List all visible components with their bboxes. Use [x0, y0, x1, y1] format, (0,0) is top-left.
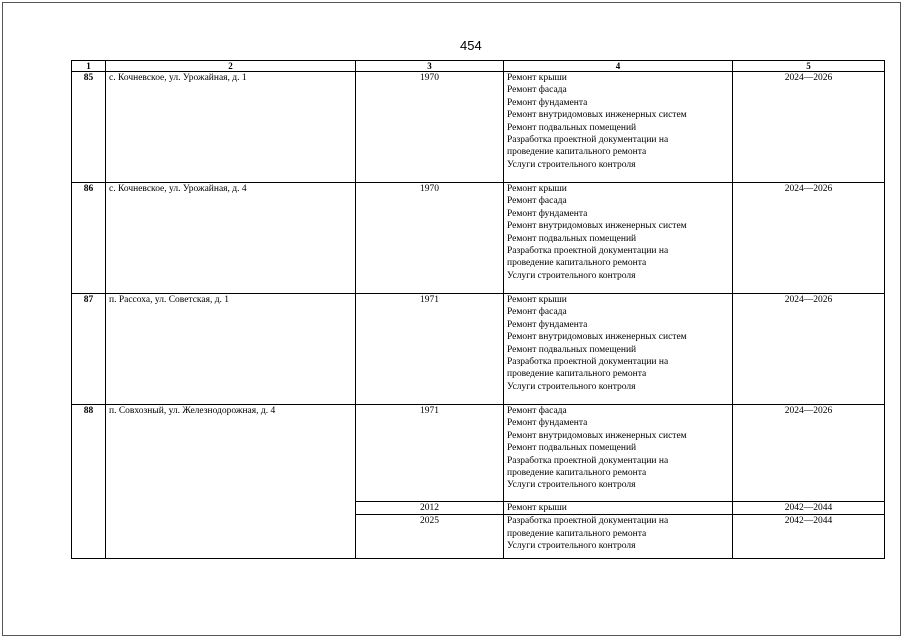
works-cell	[504, 72, 733, 183]
row-number: 85	[72, 72, 106, 183]
column-header: 4	[504, 61, 733, 72]
works-cell	[504, 515, 733, 559]
work-item: Услуги строительного контроля	[507, 381, 636, 392]
period-cell: 2024—2026	[733, 72, 885, 183]
table-row	[72, 72, 885, 183]
work-item: Ремонт подвальных помещений	[507, 344, 637, 355]
work-item: Ремонт крыши	[507, 295, 567, 305]
address-cell: п. Рассоха, ул. Советская, д. 1	[106, 294, 356, 405]
work-item: Ремонт внутридомовых инженерных систем	[507, 430, 687, 441]
work-item: проведение капитального ремонта	[507, 258, 647, 269]
period-cell: 2024—2026	[733, 405, 885, 502]
work-item: Ремонт внутридомовых инженерных систем	[507, 332, 687, 343]
work-item: проведение капитального ремонта	[507, 468, 647, 479]
page-number: 454	[460, 38, 482, 53]
work-item: Разработка проектной документации на	[507, 516, 669, 527]
column-header: 2	[106, 61, 356, 72]
work-item: Ремонт фундамента	[507, 208, 588, 219]
table-row	[72, 183, 885, 294]
row-number: 87	[72, 294, 106, 405]
work-item: Ремонт подвальных помещений	[507, 122, 637, 133]
work-item: Ремонт фундамента	[507, 418, 588, 429]
work-item: Услуги строительного контроля	[507, 480, 636, 491]
work-item: Услуги строительного контроля	[507, 541, 636, 552]
work-item: Ремонт крыши	[507, 184, 567, 194]
row-number: 88	[72, 405, 106, 559]
work-item: Ремонт подвальных помещений	[507, 443, 637, 454]
works-cell	[504, 405, 733, 502]
period-cell: 2024—2026	[733, 294, 885, 405]
period-cell: 2042—2044	[733, 515, 885, 559]
works-cell	[504, 183, 733, 294]
work-item: Разработка проектной документации на	[507, 357, 669, 368]
work-item: Ремонт фундамента	[507, 97, 588, 108]
work-item: Ремонт внутридомовых инженерных систем	[507, 221, 687, 232]
year-cell: 1970	[356, 72, 504, 183]
work-item: проведение капитального ремонта	[507, 147, 647, 158]
work-item: Услуги строительного контроля	[507, 270, 636, 281]
year-cell: 2025	[356, 515, 504, 559]
work-item: Услуги строительного контроля	[507, 159, 636, 170]
repair-schedule-table	[71, 60, 885, 559]
work-item: Ремонт фасада	[507, 196, 567, 207]
work-item: Ремонт крыши	[507, 503, 567, 513]
column-header: 5	[733, 61, 885, 72]
work-item: Ремонт фасада	[507, 406, 567, 416]
year-cell: 1971	[356, 294, 504, 405]
work-item: Разработка проектной документации на	[507, 455, 669, 466]
work-item: Разработка проектной документации на	[507, 135, 669, 146]
header-row	[72, 61, 885, 72]
address-cell: п. Совхозный, ул. Железнодорожная, д. 4	[106, 405, 356, 559]
year-cell: 1971	[356, 405, 504, 502]
work-item: Ремонт фундамента	[507, 319, 588, 330]
work-item: Ремонт внутридомовых инженерных систем	[507, 110, 687, 121]
work-item: Ремонт крыши	[507, 73, 567, 83]
table-row	[72, 405, 885, 502]
work-item: проведение капитального ремонта	[507, 528, 647, 539]
work-item: Ремонт фасада	[507, 85, 567, 96]
works-cell	[504, 502, 733, 515]
works-cell	[504, 294, 733, 405]
work-item: Ремонт подвальных помещений	[507, 233, 637, 244]
column-header: 3	[356, 61, 504, 72]
work-item: проведение капитального ремонта	[507, 369, 647, 380]
column-header: 1	[72, 61, 106, 72]
table-row	[72, 294, 885, 405]
period-cell: 2042—2044	[733, 502, 885, 515]
address-cell: с. Кочневское, ул. Урожайная, д. 4	[106, 183, 356, 294]
address-cell: с. Кочневское, ул. Урожайная, д. 1	[106, 72, 356, 183]
work-item: Разработка проектной документации на	[507, 246, 669, 257]
work-item: Ремонт фасада	[507, 307, 567, 318]
period-cell: 2024—2026	[733, 183, 885, 294]
row-number: 86	[72, 183, 106, 294]
year-cell: 1970	[356, 183, 504, 294]
year-cell: 2012	[356, 502, 504, 515]
